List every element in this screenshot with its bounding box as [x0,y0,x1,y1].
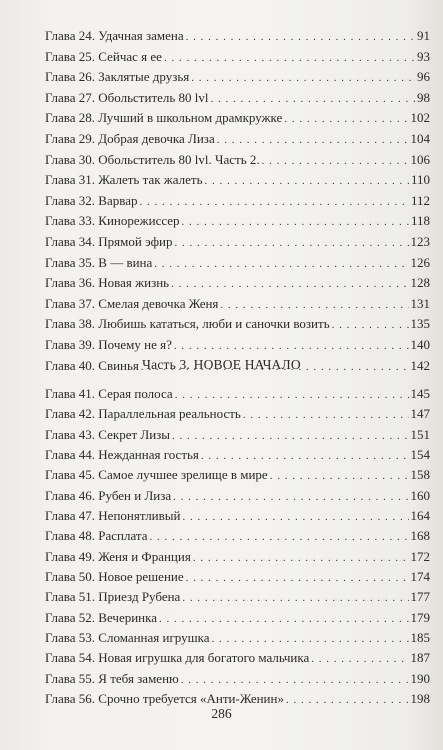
toc-entry-page: 168 [410,528,430,544]
toc-entry-page: 126 [410,254,430,270]
toc-entry [45,191,430,212]
toc-entry-page: 112 [410,192,430,208]
dot-leader [262,151,409,172]
toc-entry [45,648,430,668]
toc-entry-page: 118 [410,213,430,229]
toc-entry [45,506,430,526]
toc-entry-title: Глава 40. Свинья [45,357,139,373]
dot-leader [205,171,409,192]
dot-leader [139,192,409,213]
toc-entry [45,425,430,445]
toc-entry [45,47,430,68]
toc-entry-page: 131 [410,295,430,311]
toc-entry [45,404,430,424]
toc-entry-title: Глава 36. Новая жизнь [45,275,170,291]
toc-entry [45,486,430,506]
toc-entry [45,608,430,628]
toc-entry-title: Глава 28. Лучший в школьном драмкружке [45,110,283,126]
toc-entry-page: 160 [410,487,430,503]
toc-entry-page: 104 [410,130,430,146]
toc-entry-title: Глава 54. Новая игрушка для богатого мальчика [45,650,310,666]
toc-entry-title: Глава 43. Секрет Лизы [45,426,171,442]
dot-leader [191,68,415,89]
dot-leader [164,48,415,69]
toc-entry [45,294,430,315]
dot-leader [217,130,409,151]
toc-entry [45,628,430,648]
toc-entry [45,170,430,191]
toc-entry-page: 187 [410,650,430,666]
toc-list-part-two [45,26,430,376]
toc-entry-title: Глава 46. Рубен и Лиза [45,487,172,503]
toc-entry-title: Глава 30. Обольститель 80 lvl. Часть 2. [45,151,260,167]
toc-entry [45,129,430,150]
dot-leader [220,295,408,316]
toc-entry-title: Глава 34. Прямой эфир [45,233,173,249]
toc-entry-page: 135 [410,316,430,332]
dot-leader [186,27,415,48]
toc-entry-title: Глава 37. Смелая девочка Женя [45,295,219,311]
toc-entry-page: 158 [410,467,430,483]
toc-entry [45,253,430,274]
toc-entry-page: 190 [410,670,430,686]
toc-entry-title: Глава 48. Расплата [45,528,148,544]
toc-entry-title: Глава 44. Нежданная гостья [45,447,199,463]
toc-entry-page: 164 [410,508,430,524]
dot-leader [332,315,409,336]
toc-entry-title: Глава 29. Добрая девочка Лиза [45,130,215,146]
dot-leader [211,89,415,110]
toc-entry-page: 140 [410,336,430,352]
toc-entry [45,567,430,587]
toc-entry [45,526,430,546]
toc-entry-page: 154 [410,447,430,463]
toc-entry [45,273,430,294]
toc-entry [45,26,430,47]
toc-entry [45,669,430,689]
toc-entry-page: 96 [417,69,430,85]
toc-entry [45,384,430,404]
toc-entry-page: 98 [417,89,430,105]
toc-entry [45,547,430,567]
toc-entry-page: 179 [410,609,430,625]
toc-entry-title: Глава 51. Приезд Рубена [45,589,181,605]
toc-entry-page: 151 [410,426,430,442]
dot-leader [171,274,408,295]
dot-leader [182,588,408,608]
toc-entry-title: Глава 31. Жалеть так жалеть [45,172,203,188]
dot-leader [174,336,409,357]
toc-entry-page: 147 [410,406,430,422]
dot-leader [212,629,409,649]
dot-leader [243,405,409,425]
dot-leader [186,568,409,588]
toc-entry-page: 91 [417,28,430,43]
toc-entry-page: 102 [410,110,430,126]
toc-entry-title: Глава 35. В — вина [45,254,153,270]
toc-entry-page: 128 [410,275,430,291]
dot-leader [173,487,408,507]
toc-entry-page: 172 [410,548,430,564]
dot-leader [174,233,408,254]
toc-entry [45,232,430,253]
toc-entry-title: Глава 52. Вечеринка [45,609,158,625]
dot-leader [182,212,409,233]
toc-entry-page: 198 [410,691,430,707]
toc-entry [45,150,430,171]
toc-entry-page: 177 [410,589,430,605]
toc-entry-page: 93 [417,48,430,64]
page-number: 286 [211,706,232,721]
dot-leader [154,254,408,275]
dot-leader [270,466,409,486]
toc-entry [45,211,430,232]
toc-entry-title: Глава 32. Варвар [45,192,138,208]
toc-entry-page: 123 [410,233,430,249]
dot-leader [159,609,408,629]
toc-entry-title: Глава 33. Кинорежиссер [45,213,180,229]
dot-leader [175,385,409,405]
toc-entry-page: 142 [410,357,430,373]
part-heading: Часть 3. НОВОЕ НАЧАЛО [142,357,301,372]
dot-leader [182,507,408,527]
dot-leader [284,109,408,130]
dot-leader [181,670,409,690]
toc-entry [45,108,430,129]
toc-entry-title: Глава 27. Обольститель 80 lvl [45,89,209,105]
dot-leader [193,548,409,568]
toc-entry-title: Глава 39. Почему не я? [45,336,172,352]
toc-entry-page: 174 [410,569,430,585]
toc-entry [45,88,430,109]
dot-leader [201,446,409,466]
toc-entry-title: Глава 38. Любишь кататься, люби и саночки возить [45,316,330,332]
toc-entry-title: Глава 26. Заклятые друзья [45,69,190,85]
toc-entry-title: Глава 25. Сейчас я ее [45,48,162,64]
toc-entry-title: Глава 45. Самое лучшее зрелище в мире [45,467,268,483]
toc-entry-title: Глава 41. Серая полоса [45,386,173,401]
toc-entry-title: Глава 50. Новое решение [45,569,184,585]
toc-entry-title: Глава 47. Непонятливый [45,508,181,524]
toc-entry-page: 106 [410,151,430,167]
toc-entry-title: Глава 55. Я тебя заменю [45,670,179,686]
toc-entry [45,587,430,607]
toc-entry-title: Глава 53. Сломанная игрушка [45,630,210,646]
toc-entry [45,335,430,356]
toc-entry [45,465,430,485]
toc-entry-page: 145 [410,386,430,401]
toc-list-part-three [45,384,430,710]
toc-entry-title: Глава 49. Женя и Франция [45,548,191,564]
toc-entry-title: Глава 24. Удачная замена [45,28,184,43]
toc-entry-page: 110 [410,172,430,188]
toc-entry [45,67,430,88]
toc-entry-page: 185 [410,630,430,646]
dot-leader [172,426,408,446]
toc-entry-title: Глава 42. Параллельная реальность [45,406,241,422]
dot-leader [150,527,409,547]
dot-leader [311,649,408,669]
toc-entry [45,445,430,465]
toc-entry [45,314,430,335]
toc-entry-title: Глава 56. Срочно требуется «Анти-Женин» [45,691,284,707]
